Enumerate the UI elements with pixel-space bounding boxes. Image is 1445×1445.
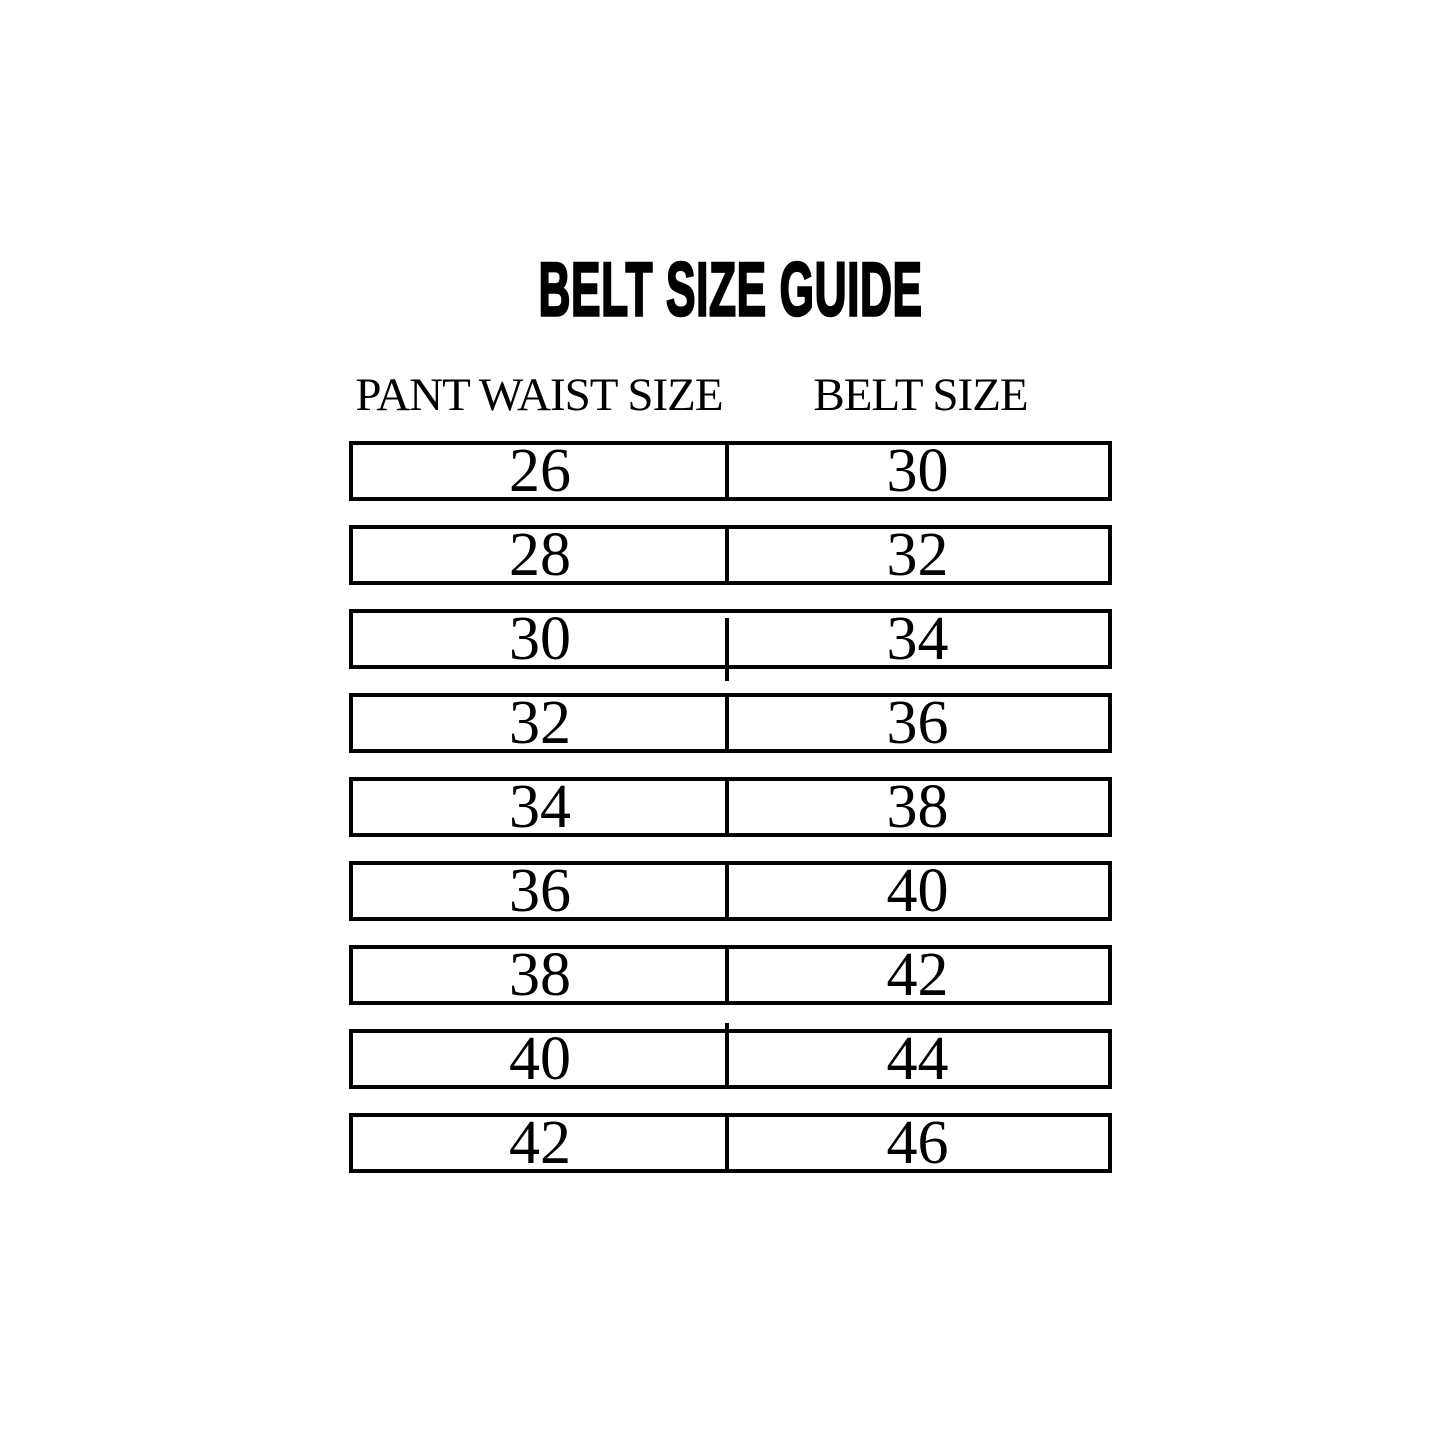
table-row [349,1109,1112,1177]
column-divider [725,697,729,749]
column-divider [725,781,729,833]
table-row [349,605,1112,673]
pant-size-cell: 32 [509,689,571,757]
table-row [349,941,1112,1009]
table-row [349,689,1112,757]
page-title-wrap [349,246,1112,332]
belt-size-cell: 40 [886,857,949,925]
pant-size-cell: 30 [509,605,571,673]
pant-size-cell: 38 [509,941,571,1009]
pant-size-cell: 26 [509,437,571,505]
table-row [349,773,1112,841]
pant-size-cell: 28 [509,521,571,589]
column-divider [725,1117,729,1169]
pant-size-cell: 34 [509,773,571,841]
column-divider [725,949,729,1001]
belt-size-cell: 44 [886,1025,949,1093]
column-header-belt-size: BELT SIZE [813,369,1028,421]
column-divider [725,1023,729,1085]
belt-size-cell: 38 [886,773,949,841]
belt-size-cell: 42 [886,941,949,1009]
pant-size-cell: 42 [509,1109,571,1177]
column-divider [725,865,729,917]
column-header-pant-waist-size: PANT WAIST SIZE [355,369,723,421]
page-title: BELT SIZE GUIDE [538,246,923,332]
belt-size-cell: 46 [886,1109,949,1177]
pant-size-cell: 40 [509,1025,571,1093]
belt-size-cell: 34 [886,605,949,673]
table-row [349,521,1112,589]
table-row [349,1025,1112,1093]
table-row [349,437,1112,505]
column-divider [725,445,729,497]
column-headers [349,369,1112,421]
belt-size-cell: 36 [886,689,949,757]
table-row [349,857,1112,925]
column-divider [725,618,729,681]
pant-size-cell: 36 [509,857,571,925]
belt-size-cell: 32 [886,521,949,589]
column-divider [725,529,729,581]
size-table [349,437,1112,1177]
belt-size-cell: 30 [886,437,949,505]
